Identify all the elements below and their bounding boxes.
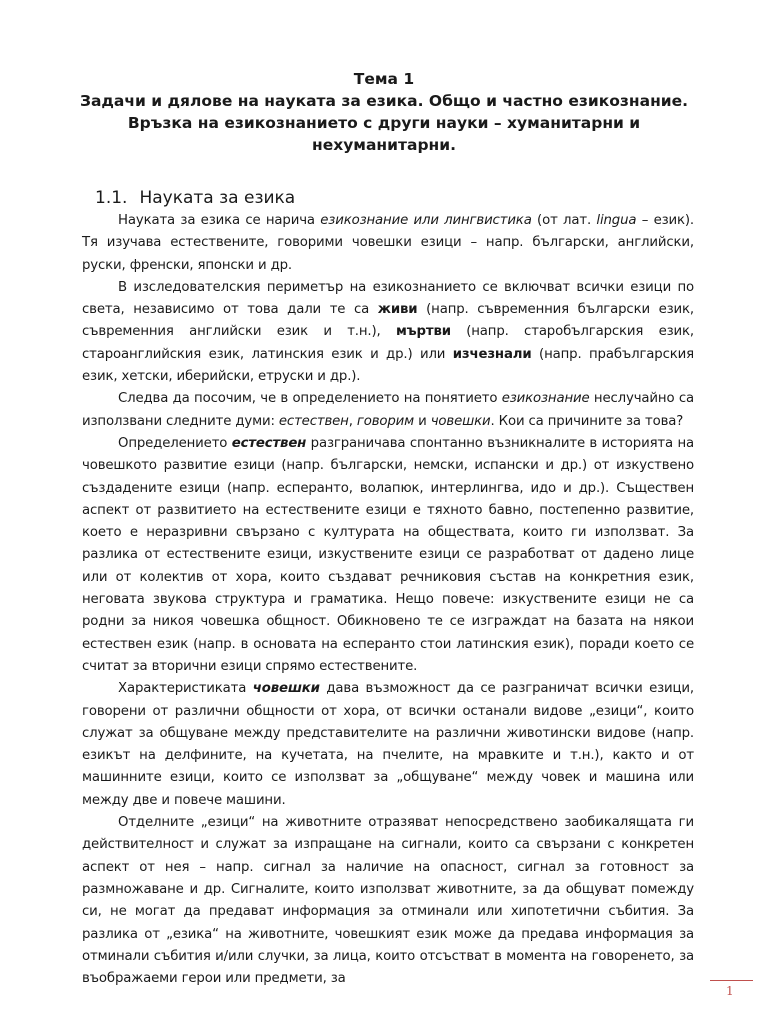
bold-term: изчезнали bbox=[452, 346, 532, 362]
bold-term: живи bbox=[377, 302, 418, 318]
bold-italic-term: човешки bbox=[252, 681, 320, 697]
section-title: Науката за езика bbox=[139, 188, 296, 208]
paragraph-6 bbox=[82, 812, 694, 990]
text-run: Отделните „езици“ на животните отразяват непосредствено заобикалящата ги действителност и служат за изпращане на сигнали, които са свързани с конкретен аспект от нея – напр. сигнал за наличие на опасност, сигнал за готовност за размножаване и др. Сигналите, които използват животните, за да общуват помежду си, не могат да предават информация за отминали или хипотетични събития. За разлика от „езика“ на животните, човешкият език може да предава информация за отминали събития и/или случки, за лица, които отсъстват в момента на говоренето, за въображаеми герои или предмети, за bbox=[82, 815, 694, 987]
text-run: , bbox=[348, 413, 357, 429]
text-run: и bbox=[414, 413, 431, 429]
text-run: (от лат. bbox=[531, 213, 597, 228]
text-run: (напр. прабългарския език, хетски, иберийски, етруски и др.). bbox=[82, 346, 694, 385]
title-line-2: Задачи и дялове на науката за езика. Общо и частно езикознание. bbox=[79, 92, 689, 110]
text-run: неслучайно са използвани следните думи: bbox=[82, 391, 694, 429]
section-heading bbox=[95, 186, 295, 210]
paragraph-1 bbox=[82, 210, 694, 277]
text-run: (напр. съвременния български език, съвременния английски език и т.н.), bbox=[82, 302, 694, 340]
document-title bbox=[60, 68, 708, 156]
text-run: Характеристиката bbox=[118, 681, 253, 697]
text-run: дава възможност да се разграничат всички езици, говорени от различни общности от хора, от всички останали видове „езици“, които служат за общуване между представителите на различни животински видове (напр. езикът на делфините, на кучетата, на пчелите, на мравките и т.н.), както и от машинните езици, които се използват за „общуване“ между човек и машина или между две и повече машини. bbox=[82, 681, 694, 808]
page-number: 1 bbox=[726, 984, 734, 998]
text-run: В изследователския периметър на езикознанието се включват всички езици по света, независимо от това дали те са bbox=[82, 279, 694, 318]
text-run: Определението bbox=[118, 435, 232, 451]
text-run: (напр. старобългарския език, староанглийския език, латинския език и др.) или bbox=[82, 324, 694, 362]
paragraph-5 bbox=[82, 678, 694, 812]
title-line-1: Тема 1 bbox=[353, 70, 415, 88]
italic-term: езикознание или лингвистика bbox=[320, 213, 532, 228]
paragraph-4 bbox=[82, 433, 694, 678]
paragraph-3 bbox=[82, 388, 694, 433]
footer-divider bbox=[710, 980, 753, 981]
section-number: 1.1. bbox=[95, 188, 128, 208]
title-line-3: Връзка на езикознанието с други науки – хуманитарни и bbox=[127, 114, 641, 132]
bold-italic-term: естествен bbox=[231, 435, 307, 451]
text-run: – език). Тя изучава естествените, говорими човешки езици – напр. български, английски, руски, френски, японски и др. bbox=[82, 213, 695, 273]
paragraph-2 bbox=[82, 277, 694, 388]
italic-term: говорим bbox=[356, 413, 415, 429]
text-run: . Кои са причините за това? bbox=[490, 413, 684, 429]
bold-term: мъртви bbox=[395, 324, 451, 340]
italic-term: lingua bbox=[596, 213, 637, 228]
italic-term: езикознание bbox=[501, 391, 590, 407]
text-run: разграничава спонтанно възникналите в историята на човешкото развитие езици (напр. български, немски, испански и др.) от изкуствено създадените езици (напр. есперанто, волапюк, интерлингва, идо и др.). Съществен аспект от развитието на естествените езици е тяхното бавно, постепенно развитие, което е неразривни свързано с културата на обществата, които ги използват. За разлика от естествените езици, изкуствените езици се разработват от дадено лице или от колектив от хора, които създават речниковия състав на конкретния език, неговата звукова структура и граматика. Нещо повече: изкуствените езици не са родни за никоя човешка общност. Обикновено те се изграждат на базата на някои естествен език (напр. в основата на есперанто стои латинския език), поради което се считат за вторични езици спрямо естествените. bbox=[82, 435, 694, 674]
title-line-4: нехуманитарни. bbox=[311, 136, 457, 154]
body-text bbox=[82, 210, 694, 990]
italic-term: човешки bbox=[430, 413, 491, 429]
text-run: Следва да посочим, че в определението на понятието bbox=[118, 391, 502, 407]
italic-term: естествен bbox=[278, 413, 349, 429]
text-run: Науката за езика се нарича bbox=[118, 213, 321, 228]
